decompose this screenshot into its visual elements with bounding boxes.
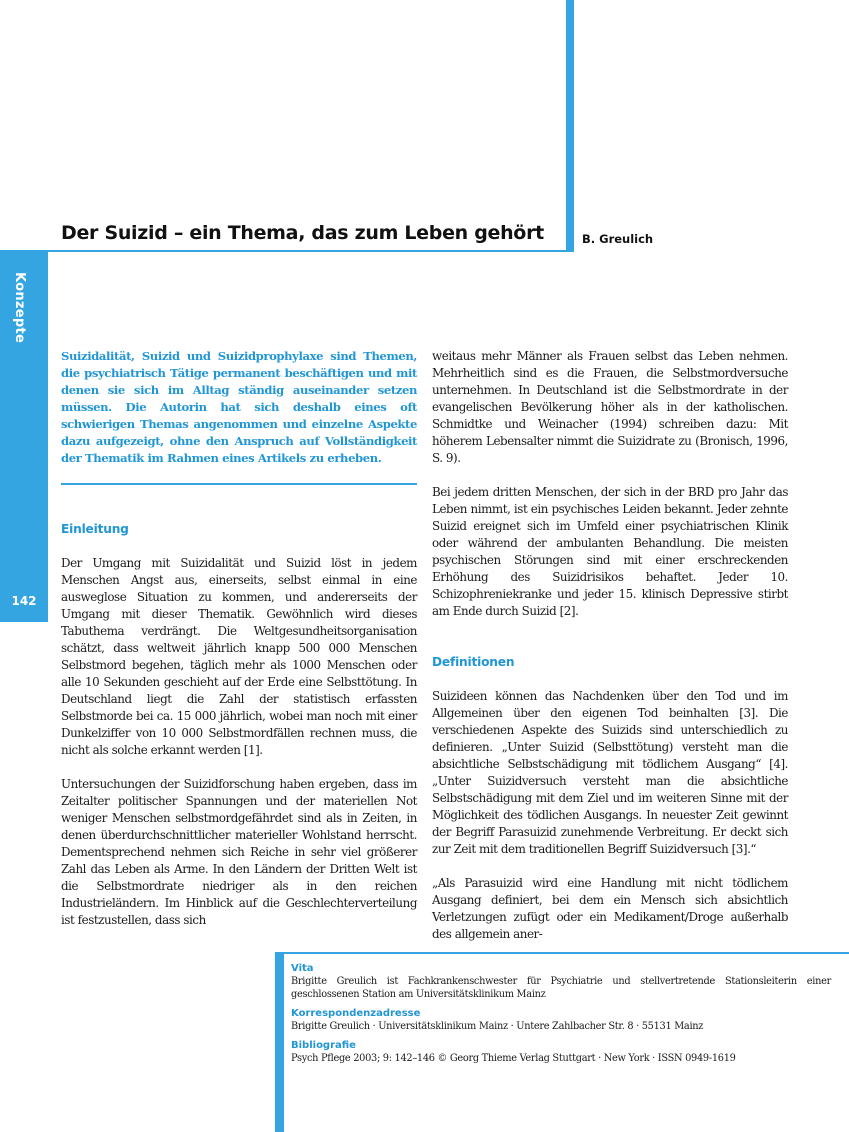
page-number: 142: [11, 594, 37, 608]
paragraph: weitaus mehr Männer als Frauen selbst das Leben nehmen. Mehrheitlich sind es die Frauen, die Selbstmordversuche unternehmen. In Deutschland ist die Selbstmordrate in der evangelischen Bevölkerung höher als in der katholischen. Schmidtke und Weinacher (1994) schreiben dazu: Mit höherem Lebensalter nimmt die Suizidrate zu (Bronisch, 1996, S. 9).: [432, 349, 788, 465]
infobox-rule: [284, 952, 849, 954]
paragraph: Suizideen können das Nachdenken über den Tod und im Allgemeinen über den eigenen Tod beinhalten [3]. Die verschiedenen Aspekte des Suizids sind unterschiedlich zu definieren. „Unter Suizid (Selbsttötung) versteht man die absichtliche Selbstschädigung mit tödlichem Ausgang“ [4]. „Unter Suizidversuch versteht man die absichtliche Selbstschädigung mit dem Ziel und im weiteren Sinne mit der Möglichkeit des tödlichen Ausgangs. In neuester Zeit gewinnt der Begriff Parasuizid zunehmende Verbreitung. Er deckt sich zur Zeit mit dem traditionellen Begriff Suizidversuch [3].“: [432, 689, 788, 856]
bibliografie-section: [291, 1039, 831, 1065]
korrespondenz-section: [291, 1007, 831, 1033]
paragraph: „Als Parasuizid wird eine Handlung mit nicht tödlichem Ausgang definiert, bei dem ein Mensch sich absichtlich Verletzungen zufügt oder ein Medikament/Droge außerhalb des allgemein aner-: [432, 876, 788, 941]
abstract: Suizidalität, Suizid und Suizidprophylaxe sind Themen, die psychiatrisch Tätige permanent beschäftigen und mit denen sie sich im Alltag ständig auseinander setzen müssen. Die Autorin hat sich deshalb eines oft schwierigen Themas angenommen und einzelne Aspekte dazu aufgezeigt, ohne den Anspruch auf Vollständigkeit der Thematik im Rahmen eines Artikels zu erheben.: [61, 349, 417, 465]
vita-section: [291, 962, 831, 1001]
heading-definitionen: Definitionen: [432, 655, 515, 669]
header-accent-bar: [566, 0, 574, 252]
title-rule: [0, 250, 572, 252]
author-name: B. Greulich: [582, 232, 654, 246]
paragraph: Untersuchungen der Suizidforschung haben ergeben, dass im Zeitalter politischer Spannungen und der materiellen Not weniger Menschen selbstmordgefährdet sind als in Zeiten, in denen überdurchschnittlicher materieller Wohlstand herrscht. Dementsprechend nehmen sich Reiche in sehr viel größerer Zahl das Leben als Arme. In den Ländern der Dritten Welt ist die Selbstmordrate niedriger als in den reichen Industrieländern. Im Hinblick auf die Geschlechterverteilung ist festzustellen, dass sich: [61, 777, 417, 927]
vita-label: Vita: [291, 963, 314, 974]
infobox-accent-bar: [275, 952, 284, 1132]
infobox: [291, 962, 831, 1065]
paragraph: Bei jedem dritten Menschen, der sich in der BRD pro Jahr das Leben nimmt, ist ein psychisches Leiden bekannt. Jeder zehnte Suizid ereignet sich im Umfeld einer psychiatrischen Klinik oder während der ambulanten Behandlung. Die meisten psychischen Störungen sind mit einer erschreckenden Erhöhung des Suizidrisikos behaftet. Jeder 10. Schizophreniekranke und jeder 15. klinisch Depressive stirbt am Ende durch Suizid [2].: [432, 485, 788, 618]
korrespondenz-text: Brigitte Greulich · Universitätsklinikum Mainz · Untere Zahlbacher Str. 8 · 55131 Mainz: [291, 1021, 704, 1032]
bibliografie-text: Psych Pflege 2003; 9: 142–146 © Georg Thieme Verlag Stuttgart · New York · ISSN 0949-1619: [291, 1053, 736, 1064]
bibliografie-label: Bibliografie: [291, 1040, 356, 1051]
left-column: [61, 348, 417, 929]
paragraph: Der Umgang mit Suizidalität und Suizid löst in jedem Menschen Angst aus, einerseits, selbst einmal in eine ausweglose Situation zu kommen, und andererseits der Umgang mit dieser Thematik. Gewöhnlich wird dieses Tabuthema verdrängt. Die Weltgesundheitsorganisation schätzt, dass weltweit jährlich knapp 500 000 Menschen Selbstmord begehen, täglich mehr als 1000 Menschen oder alle 10 Sekunden geschieht auf der Erde eine Selbsttötung. In Deutschland liegt die Zahl der statistisch erfassten Selbstmorde bei ca. 15 000 jährlich, wobei man noch mit einer Dunkelziffer von 10 000 Selbstmordfällen rechnen muss, die nicht als solche erkannt werden [1].: [61, 556, 417, 757]
heading-einleitung: Einleitung: [61, 522, 129, 536]
section-label: Konzepte: [12, 272, 27, 344]
right-column: [432, 348, 788, 943]
korrespondenz-label: Korrespondenzadresse: [291, 1008, 421, 1019]
article-title: Der Suizid – ein Thema, das zum Leben gehört: [61, 222, 544, 244]
abstract-rule: [61, 483, 417, 485]
vita-text: Brigitte Greulich ist Fachkrankenschwester für Psychiatrie und stellvertretende Stationsleiterin einer geschlossenen Station am Universitätsklinikum Mainz: [291, 976, 831, 1000]
